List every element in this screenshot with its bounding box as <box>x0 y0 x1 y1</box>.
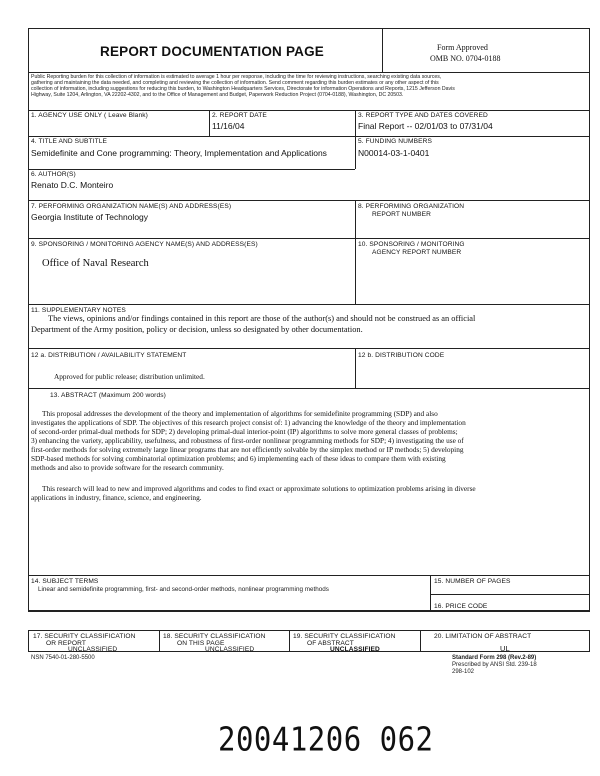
abstract-text: This research will lead to new and improved algorithms and codes to find exact or approximate solutions to optimization problems arising in diverse <box>42 485 476 493</box>
security-report-value: UNCLASSIFIED <box>68 646 118 653</box>
divider <box>355 200 356 238</box>
divider <box>28 72 590 73</box>
performing-report-label: 8. PERFORMING ORGANIZATION <box>358 203 465 210</box>
burden-notice-line: collection of information, including suggestions for reducing this burden, to Washington Headquarters Services, Directorate for information Operations and Reports, 1215 Jefferson Davis <box>31 86 455 92</box>
security-abstract-label: OF ABSTRACT <box>307 640 354 647</box>
divider <box>28 388 590 389</box>
header-divider <box>382 28 383 72</box>
limitation-abstract-label: 20. LIMITATION OF ABSTRACT <box>434 633 532 640</box>
page-title: REPORT DOCUMENTATION PAGE <box>100 44 324 59</box>
distribution-statement-label: 12 a. DISTRIBUTION / AVAILABILITY STATEMENT <box>31 352 187 359</box>
distribution-statement-value: Approved for public release; distribution unlimited. <box>54 372 205 381</box>
divider <box>28 169 355 170</box>
burden-notice-line: Public Reporting burden for this collection of information is estimated to average 1 hour per response, including the time for reviewing instructions, searching existing data sources, <box>31 74 442 80</box>
divider <box>355 136 356 169</box>
omb-number: OMB NO. 0704-0188 <box>430 54 501 63</box>
security-page-label: 18. SECURITY CLASSIFICATION <box>163 633 266 640</box>
burden-notice-line: gathering and maintaining the data needed, and completing and reviewing the collection of information. Send comment regarding this burden estimates or any other aspect of this <box>31 80 439 86</box>
title-subtitle-value: Semidefinite and Cone programming: Theory, Implementation and Applications <box>31 148 327 158</box>
security-report-label: OR REPORT <box>46 640 86 647</box>
divider <box>430 575 431 611</box>
abstract-text: methods and also to provide software for the research community. <box>31 464 224 472</box>
subject-terms-value: Linear and semidefinite programming, first- and second-order methods, nonlinear programming methods <box>38 586 329 593</box>
standard-form: Standard Form 298 (Rev.2-89) <box>452 655 537 661</box>
title-subtitle-label: 4. TITLE AND SUBTITLE <box>31 138 107 145</box>
abstract-label: 13. ABSTRACT (Maximum 200 words) <box>50 392 166 399</box>
security-page-value: UNCLASSIFIED <box>205 646 255 653</box>
authors-value: Renato D.C. Monteiro <box>31 180 114 190</box>
divider <box>355 238 356 304</box>
form-code: 298-102 <box>452 669 475 675</box>
supplementary-notes-label: 11. SUPPLEMENTARY NOTES <box>31 307 126 314</box>
divider <box>28 611 590 612</box>
subject-terms-label: 14. SUBJECT TERMS <box>31 578 99 585</box>
divider <box>355 348 356 388</box>
sponsoring-agency-label: 9. SPONSORING / MONITORING AGENCY NAME(S) AND ADDRESS(ES) <box>31 241 258 248</box>
security-abstract-value: UNCLASSIFIED <box>330 646 380 653</box>
limitation-abstract-value: UL <box>500 644 510 653</box>
divider <box>159 630 160 652</box>
supplementary-notes-text: The views, opinions and/or findings contained in this report are those of the author(s) and should not be construed as an official <box>48 314 476 323</box>
document-stamp-number: 20041206 062 <box>218 719 434 759</box>
sponsoring-report-label: 10. SPONSORING / MONITORING <box>358 241 465 248</box>
abstract-text: first-order methods for solving extremely large linear programs that are not efficiently solvable by the simplex method or IP methods; 5) developing <box>31 446 464 454</box>
authors-label: 6. AUTHOR(S) <box>31 171 76 178</box>
funding-numbers-label: 5. FUNDING NUMBERS <box>358 138 432 145</box>
divider <box>28 304 590 305</box>
performing-org-value: Georgia Institute of Technology <box>31 212 149 222</box>
divider <box>420 630 421 652</box>
sponsoring-agency-value: Office of Naval Research <box>42 258 149 269</box>
abstract-text: 3) enhancing the variety, applicability, usefulness, and robustness of first-order nonlinear programming methods for SDP; 4) investigating the use of <box>31 437 464 445</box>
divider <box>28 238 590 239</box>
abstract-text: This proposal addresses the development of the theory and implementation of algorithms for semidefinite programming (SDP) and also <box>42 410 438 418</box>
security-page-label: ON THIS PAGE <box>177 640 225 647</box>
number-of-pages-label: 15. NUMBER OF PAGES <box>434 578 511 585</box>
burden-notice-line: Highway, Suite 1204, Arlington, VA 22202-4302, and to the Office of Management and Budget, Paperwork Reduction Project (0704-0188), Washington, DC 20503. <box>31 92 404 98</box>
performing-report-label: REPORT NUMBER <box>372 211 431 218</box>
divider <box>289 630 290 652</box>
report-date-label: 2. REPORT DATE <box>212 112 267 119</box>
abstract-text: SDP-based methods for solving combinatorial optimization problems; and 6) implementing each of these ideas to compare them with existing <box>31 455 446 463</box>
divider <box>28 200 590 201</box>
divider <box>28 575 590 576</box>
abstract-text: of second-order primal-dual methods for SDP; 2) developing primal-dual interior-point (IP) algorithms to solve more general classes of problems; <box>31 428 458 436</box>
performing-org-label: 7. PERFORMING ORGANIZATION NAME(S) AND ADDRESS(ES) <box>31 203 232 210</box>
supplementary-notes-text: Department of the Army position, policy or decision, unless so designated by other documentation. <box>31 325 363 334</box>
divider <box>28 110 590 111</box>
report-type-value: Final Report -- 02/01/03 to 07/31/04 <box>358 121 493 131</box>
divider <box>28 136 590 137</box>
report-type-label: 3. REPORT TYPE AND DATES COVERED <box>358 112 488 119</box>
divider <box>430 594 590 595</box>
abstract-text: applications in industry, finance, science, and engineering. <box>31 494 202 502</box>
report-date-value: 11/16/04 <box>212 121 245 131</box>
divider <box>355 110 356 136</box>
form-approved-label: Form Approved <box>437 43 488 52</box>
divider <box>28 348 590 349</box>
price-code-label: 16. PRICE CODE <box>434 603 488 610</box>
distribution-code-label: 12 b. DISTRIBUTION CODE <box>358 352 445 359</box>
sponsoring-report-label: AGENCY REPORT NUMBER <box>372 249 462 256</box>
divider <box>209 110 210 136</box>
nsn-number: NSN 7540-01-280-5500 <box>31 655 95 661</box>
security-report-label: 17. SECURITY CLASSIFICATION <box>33 633 136 640</box>
security-abstract-label: 19. SECURITY CLASSIFICATION <box>293 633 396 640</box>
abstract-text: investigates the applications of SDP. The objectives of this research project consist of: 1) advancing the knowledge of the theory and implementation <box>31 419 466 427</box>
funding-numbers-value: N00014-03-1-0401 <box>358 148 430 158</box>
agency-use-label: 1. AGENCY USE ONLY ( Leave Blank) <box>31 112 148 119</box>
prescribed-by: Prescribed by ANSI Std. 239-18 <box>452 662 537 668</box>
